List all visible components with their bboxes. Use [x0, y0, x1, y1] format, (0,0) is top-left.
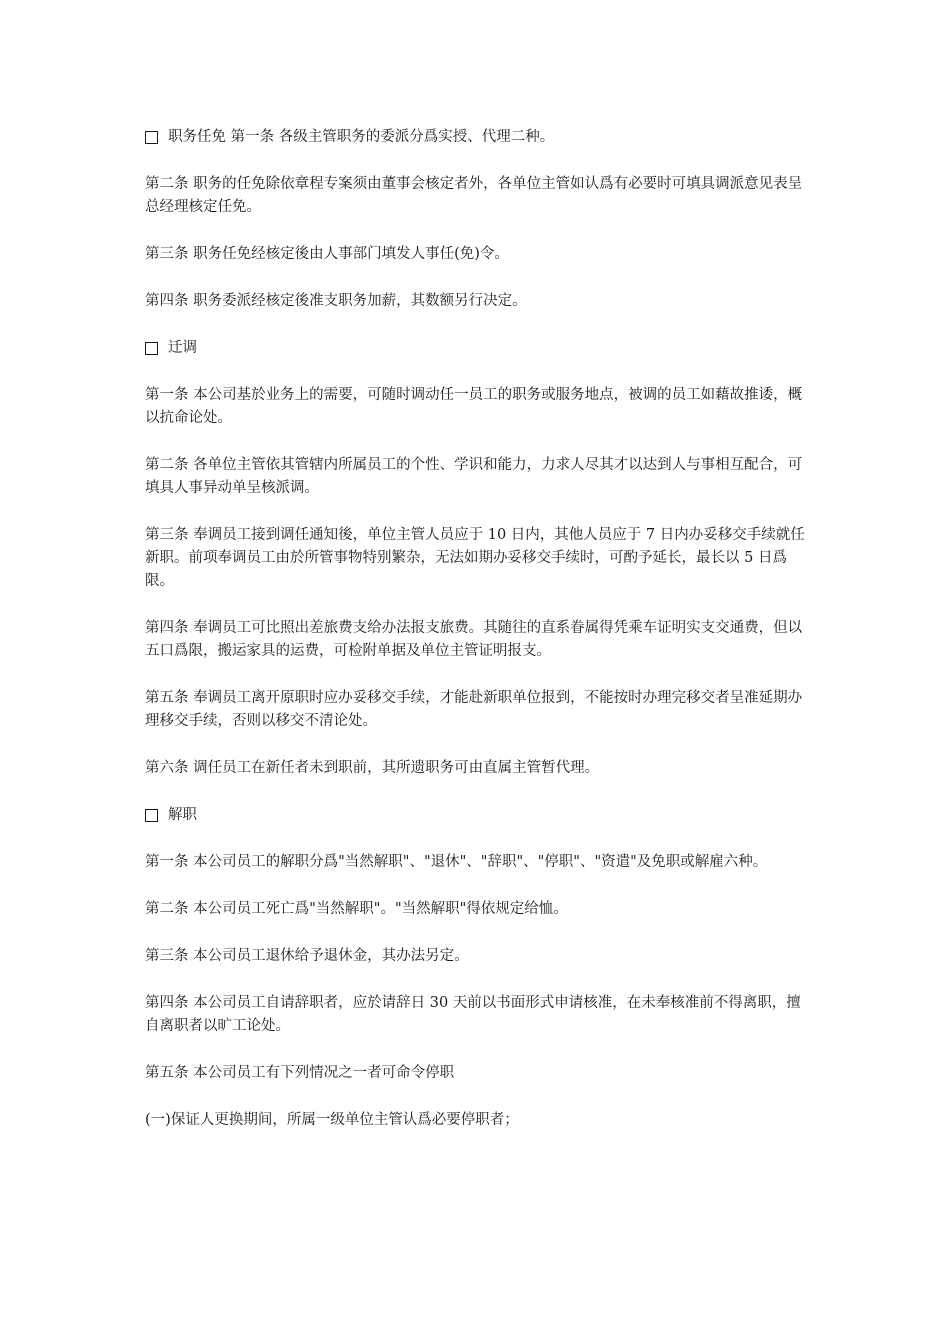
checkbox-square-icon: [145, 342, 158, 355]
article-paragraph: 第三条 本公司员工退休给予退休金，其办法另定。: [145, 948, 469, 964]
article-paragraph: 第五条 奉调员工离开原职时应办妥移交手续，才能赴新职单位报到，不能按时办理完移交者呈准延期办理移交手续，否则以移交不清论处。: [145, 690, 803, 729]
section-heading: [145, 804, 810, 827]
article-paragraph: (一)保证人更换期间，所属一级单位主管认爲必要停职者；: [145, 1112, 519, 1128]
article-paragraph: 第四条 职务委派经核定後准支职务加薪，其数额另行决定。: [145, 293, 527, 309]
section-heading: [145, 337, 810, 360]
section-heading: [145, 126, 810, 149]
article-paragraph: 第三条 奉调员工接到调任通知後，单位主管人员应于 10 日内，其他人员应于 7 日内办妥移交手续就任新职。前项奉调员工由於所管事物特别繁杂，无法如期办妥移交手续时，可酌予延长，最长以 5 日爲限。: [145, 527, 805, 589]
section-heading-text: 解职: [168, 807, 197, 823]
article-paragraph: 第六条 调任员工在新任者未到职前，其所遗职务可由直属主管暂代理。: [145, 760, 600, 776]
section-heading-text: 迁调: [168, 340, 197, 356]
article-paragraph: 第五条 本公司员工有下列情况之一者可命令停职: [145, 1065, 455, 1081]
article-paragraph: 第二条 本公司员工死亡爲"当然解职"。"当然解职"得依规定给恤。: [145, 901, 568, 917]
article-paragraph: 第四条 奉调员工可比照出差旅费支给办法报支旅费。其随往的直系眷属得凭乘车证明实支交通费，但以五口爲限，搬运家具的运费，可检附单据及单位主管证明报支。: [145, 620, 803, 659]
article-paragraph: 第一条 本公司员工的解职分爲"当然解职"、"退休"、"辞职"、"停职"、"资遣"及免职或解雇六种。: [145, 854, 768, 870]
article-paragraph: 第四条 本公司员工自请辞职者，应於请辞日 30 天前以书面形式申请核准，在未奉核准前不得离职，擅自离职者以旷工论处。: [145, 995, 801, 1034]
checkbox-square-icon: [145, 809, 158, 822]
section-heading-text: 职务任免 第一条 各级主管职务的委派分爲实授、代理二种。: [168, 129, 555, 145]
article-paragraph: 第一条 本公司基於业务上的需要，可随时调动任一员工的职务或服务地点，被调的员工如藉故推诿，概以抗命论处。: [145, 387, 803, 426]
article-paragraph: 第三条 职务任免经核定後由人事部门填发人事任(免)令。: [145, 246, 509, 262]
article-paragraph: 第二条 各单位主管依其管辖内所属员工的个性、学识和能力，力求人尽其才以达到人与事相互配合，可填具人事异动单呈核派调。: [145, 457, 803, 496]
checkbox-square-icon: [145, 131, 158, 144]
document-page: [145, 126, 810, 1156]
article-paragraph: 第二条 职务的任免除依章程专案须由董事会核定者外，各单位主管如认爲有必要时可填具调派意见表呈总经理核定任免。: [145, 176, 803, 215]
